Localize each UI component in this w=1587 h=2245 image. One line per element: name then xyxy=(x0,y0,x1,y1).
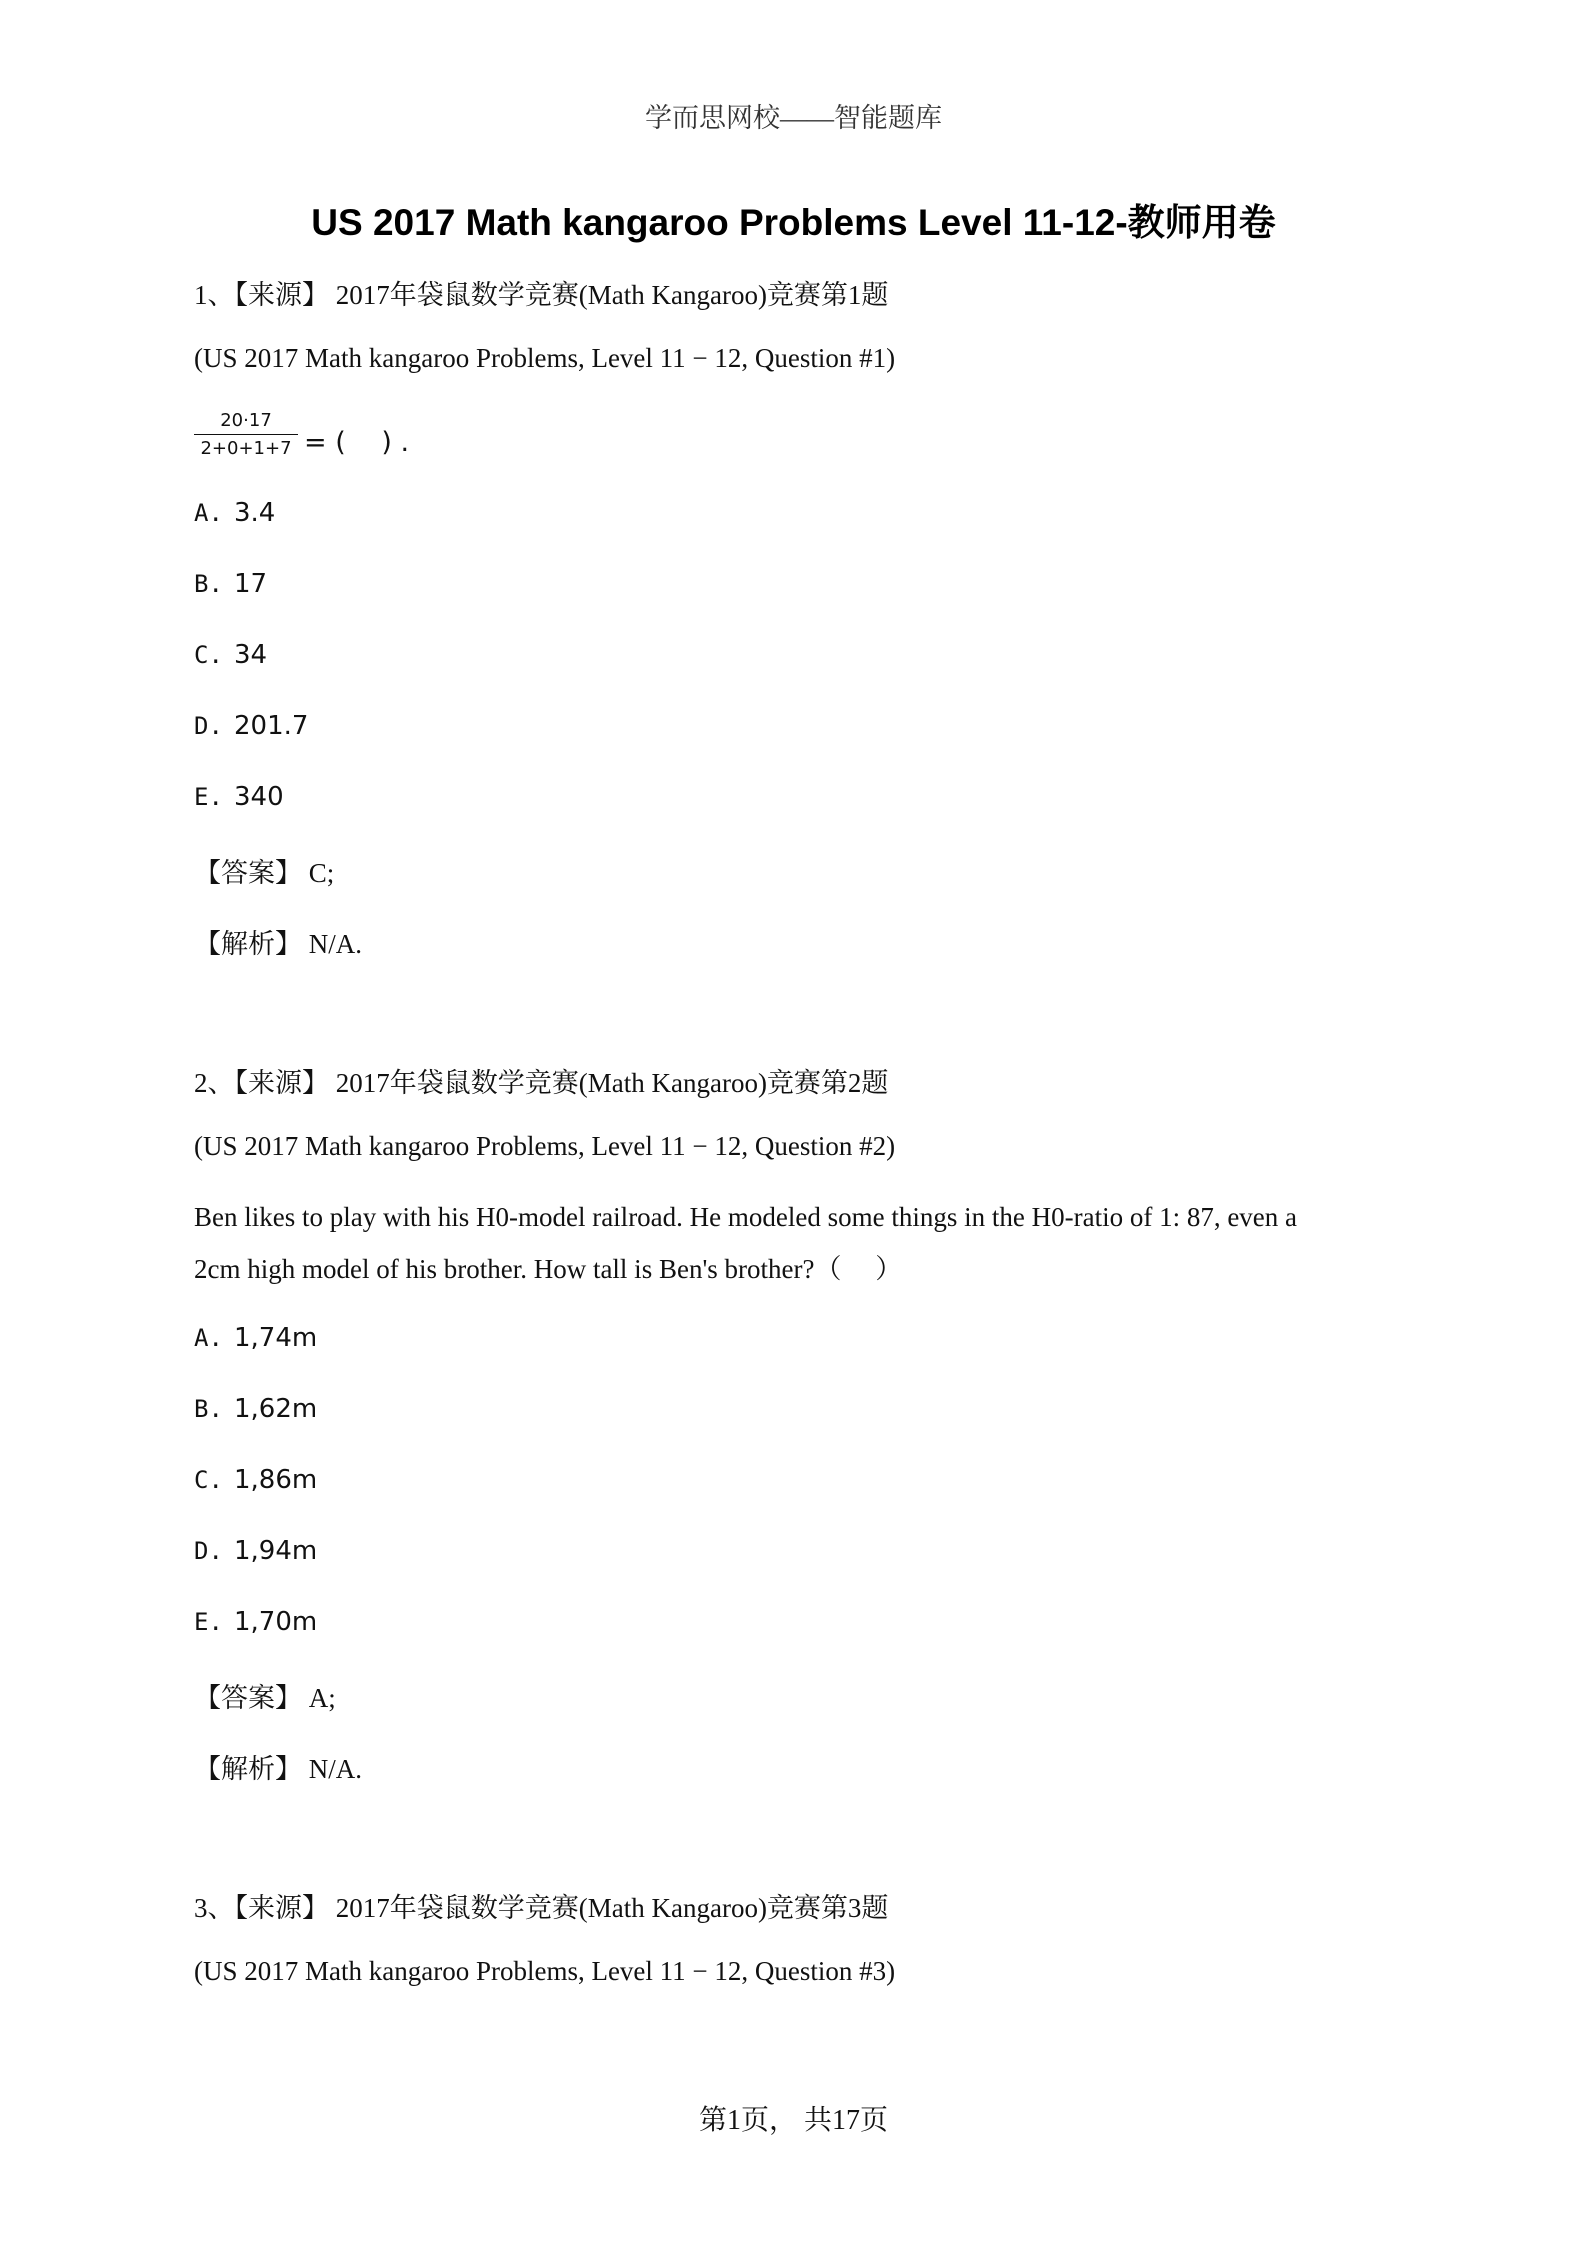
option-value: 201.7 xyxy=(234,711,309,741)
option-value: 34 xyxy=(234,640,268,670)
option-value: 1,94m xyxy=(234,1536,318,1566)
option-value: 1,86m xyxy=(234,1465,318,1495)
fraction-denominator: 2+0+1+7 xyxy=(200,438,292,459)
question-1-answer: 【答案】 C; xyxy=(194,858,335,888)
question-2-option-e xyxy=(194,1606,317,1637)
fraction-numerator: 20·17 xyxy=(194,410,298,435)
option-value: 1,74m xyxy=(234,1323,318,1353)
option-letter: B. xyxy=(194,570,223,598)
question-2-option-a xyxy=(194,1322,317,1353)
option-letter: B. xyxy=(194,1395,223,1423)
page-header: 学而思网校——智能题库 xyxy=(645,103,942,133)
option-value: 1,70m xyxy=(234,1607,318,1637)
question-1-source: 1、【来源】 2017年袋鼠数学竞赛(Math Kangaroo)竞赛第1题 xyxy=(194,280,889,310)
question-1-option-a xyxy=(194,497,275,528)
page-footer: 第1页， 共17页 xyxy=(698,2105,888,2136)
option-letter: D. xyxy=(194,1537,223,1565)
question-1-option-c xyxy=(194,639,267,670)
option-letter: C. xyxy=(194,1466,223,1494)
option-letter: D. xyxy=(194,712,223,740)
question-3-source: 3、【来源】 2017年袋鼠数学竞赛(Math Kangaroo)竞赛第3题 xyxy=(194,1893,889,1923)
question-1-fraction xyxy=(194,410,298,459)
option-value: 1,62m xyxy=(234,1394,318,1424)
question-1-reference: (US 2017 Math kangaroo Problems, Level 11 − 12, Question #1) xyxy=(194,343,896,373)
document-title: US 2017 Math kangaroo Problems Level 11-12-教师用卷 xyxy=(311,202,1276,243)
option-letter: C. xyxy=(194,641,223,669)
question-2-option-b xyxy=(194,1393,317,1424)
question-2-option-d xyxy=(194,1535,317,1566)
option-letter: A. xyxy=(194,1324,223,1352)
option-value: 3.4 xyxy=(234,498,276,528)
question-1-analysis: 【解析】 N/A. xyxy=(194,929,362,959)
option-value: 340 xyxy=(234,782,284,812)
question-1-equation-tail: = ( ) . xyxy=(304,427,410,458)
question-1-option-d xyxy=(194,710,308,741)
question-2-answer: 【答案】 A; xyxy=(194,1683,336,1713)
question-3-reference: (US 2017 Math kangaroo Problems, Level 11 − 12, Question #3) xyxy=(194,1956,896,1986)
option-letter: E. xyxy=(194,1608,223,1636)
question-1-option-e xyxy=(194,781,284,812)
question-2-option-c xyxy=(194,1464,317,1495)
question-1-option-b xyxy=(194,568,267,599)
question-2-reference: (US 2017 Math kangaroo Problems, Level 11 − 12, Question #2) xyxy=(194,1131,896,1161)
question-2-analysis: 【解析】 N/A. xyxy=(194,1754,362,1784)
question-2-source: 2、【来源】 2017年袋鼠数学竞赛(Math Kangaroo)竞赛第2题 xyxy=(194,1068,889,1098)
question-2-text-line-1: Ben likes to play with his H0-model railroad. He modeled some things in the H0-ratio of 1: 87, even a xyxy=(194,1202,1298,1232)
option-letter: E. xyxy=(194,783,223,811)
option-value: 17 xyxy=(234,569,268,599)
question-2-text xyxy=(194,1191,1394,1295)
option-letter: A. xyxy=(194,499,223,527)
question-2-text-line-2: 2cm high model of his brother. How tall is Ben's brother?（ ） xyxy=(194,1254,903,1284)
